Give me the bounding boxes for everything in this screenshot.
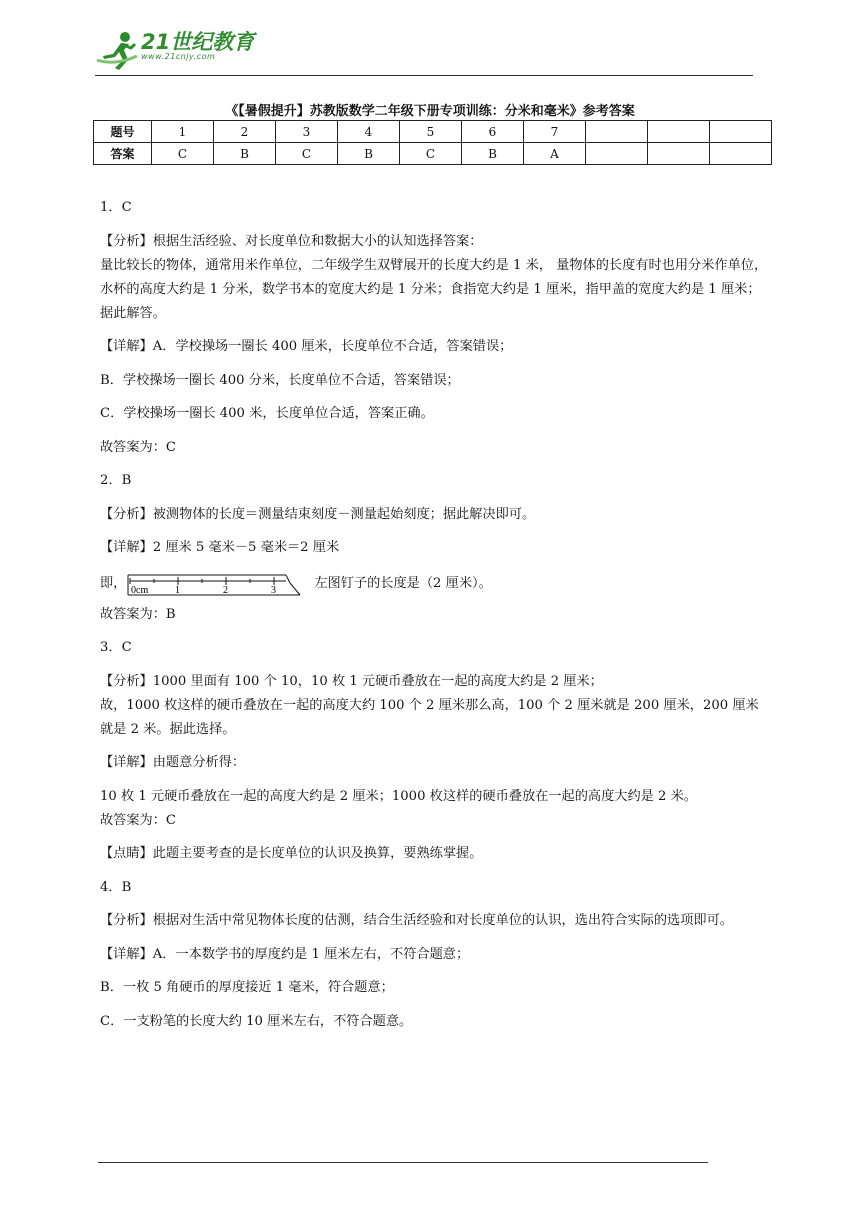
footer-divider — [98, 1162, 708, 1163]
logo-url: www.21cnjy.com — [141, 52, 216, 61]
analysis-text: 【分析】1000 里面有 100 个 10，10 枚 1 元硬币叠放在一起的高度大约是 2 厘米； — [100, 673, 603, 689]
table-row — [94, 121, 772, 143]
ruler-label: 2 — [223, 584, 229, 596]
analysis-text: 【分析】根据对生活中常见物体长度的估测，结合生活经验和对长度单位的认识，选出符合实际的选项即可。 — [100, 913, 733, 928]
table-cell: 1 — [152, 121, 214, 143]
table-cell — [710, 121, 772, 143]
detail-text: 【详解】2 厘米 5 毫米－5 毫米＝2 厘米 — [100, 540, 340, 555]
table-cell: 2 — [214, 121, 276, 143]
page-header — [95, 30, 760, 78]
detail-text: 【详解】A．一本数学书的厚度约是 1 厘米左右，不符合题意； — [100, 946, 470, 962]
analysis-text: 【分析】被测物体的长度＝测量结束刻度－测量起始刻度；据此解决即可。 — [100, 506, 536, 522]
logo-title: 21世纪教育 — [141, 30, 255, 54]
ruler-label: 3 — [271, 584, 277, 596]
table-cell — [586, 143, 648, 165]
option-text: B．学校操场一圈长 400 分米，长度单位不合适，答案错误； — [100, 372, 460, 388]
row-label-number: 题号 — [94, 121, 152, 143]
table-cell — [648, 121, 710, 143]
analysis-text: 故，1000 枚这样的硬币叠放在一起的高度大约 100 个 2 厘米那么高，100 个 2 厘米就是 200 厘米，200 厘米就是 2 米。据此选择。 — [100, 697, 759, 737]
analysis-text: 【分析】根据生活经验、对长度单位和数据大小的认知选择答案： — [100, 233, 483, 249]
comment-text: 【点睛】此题主要考查的是长度单位的认识及换算，要熟练掌握。 — [100, 846, 483, 861]
table-cell: C — [276, 143, 338, 165]
site-logo — [95, 30, 254, 70]
analysis-text: 量比较长的物体，通常用米作单位，二年级学生双臂展开的长度大约是 1 米， 量物体的长度有时也用分米作单位，水杯的高度大约是 1 分米，数学书本的宽度大约是 1 分米；食指宽大约是 1 厘米，指甲盖的宽度大约是 1 厘米；据此解答。 — [100, 257, 768, 321]
row-label-answer: 答案 — [94, 143, 152, 165]
runner-icon — [95, 30, 139, 70]
question-heading: 2．B — [100, 473, 132, 488]
table-cell — [648, 143, 710, 165]
table-cell: 5 — [400, 121, 462, 143]
option-text: C．学校操场一圈长 400 米，长度单位合适，答案正确。 — [100, 406, 434, 421]
question-heading: 3．C — [100, 640, 132, 655]
ruler-nail-figure — [126, 571, 308, 597]
ruler-label: 1 — [175, 584, 181, 596]
table-cell: C — [400, 143, 462, 165]
question-heading: 4．B — [100, 879, 132, 895]
table-cell: 6 — [462, 121, 524, 143]
conclusion-text: 故答案为：C — [100, 812, 177, 828]
table-row — [94, 143, 772, 165]
ruler-prefix: 即， — [100, 575, 127, 591]
table-cell — [710, 143, 772, 165]
table-cell: 7 — [524, 121, 586, 143]
conclusion-text: 故答案为：C — [100, 439, 177, 455]
answer-content — [100, 196, 768, 1043]
table-cell — [586, 121, 648, 143]
option-text: C．一支粉笔的长度大约 10 厘米左右，不符合题意。 — [100, 1013, 413, 1029]
ruler-label: 0cm — [131, 584, 149, 596]
question-heading: 1．C — [100, 200, 132, 215]
conclusion-text: 故答案为：B — [100, 606, 176, 622]
option-text: B．一枚 5 角硬币的厚度接近 1 毫米，符合题意； — [100, 980, 394, 995]
table-cell: C — [152, 143, 214, 165]
detail-text: 10 枚 1 元硬币叠放在一起的高度大约是 2 厘米；1000 枚这样的硬币叠放在一起的高度大约是 2 米。 — [100, 788, 697, 804]
table-cell: 3 — [276, 121, 338, 143]
table-cell: 4 — [338, 121, 400, 143]
ruler-suffix: 左图钉子的长度是（2 厘米）。 — [314, 575, 492, 591]
detail-text: 【详解】由题意分析得： — [100, 755, 246, 770]
table-cell: B — [214, 143, 276, 165]
table-cell: B — [462, 143, 524, 165]
table-cell: A — [524, 143, 586, 165]
ruler-line — [100, 570, 768, 598]
answer-table — [93, 120, 772, 165]
header-divider — [95, 75, 753, 76]
document-title: 《【暑假提升】苏教版数学二年级下册专项训练：分米和毫米》参考答案 — [225, 104, 635, 119]
detail-text: 【详解】A．学校操场一圈长 400 厘米，长度单位不合适，答案错误； — [100, 339, 513, 354]
table-cell: B — [338, 143, 400, 165]
